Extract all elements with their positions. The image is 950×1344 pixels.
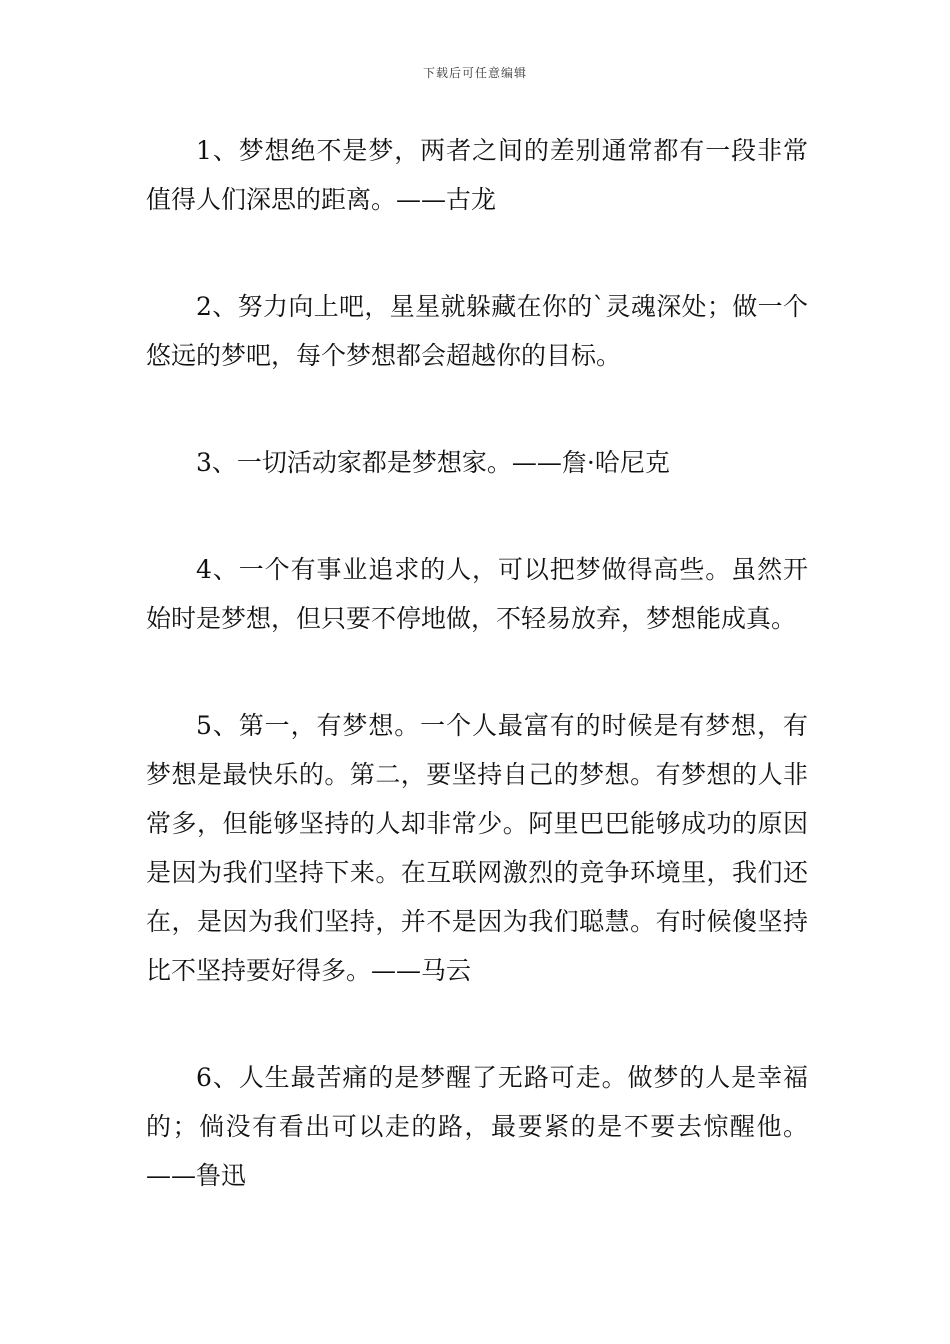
page-header: 下载后可任意编辑 bbox=[422, 66, 527, 80]
quote-paragraph-2: 2、努力向上吧，星星就躲藏在你的`灵魂深处；做一个悠远的梦吧，每个梦想都会超越你的目标。 bbox=[146, 292, 808, 370]
quote-paragraph-6: 6、人生最苦痛的是梦醒了无路可走。做梦的人是幸福的；倘没有看出可以走的路，最要紧的是不要去惊醒他。——鲁迅 bbox=[146, 1063, 808, 1190]
quote-paragraph-4: 4、一个有事业追求的人，可以把梦做得高些。虽然开始时是梦想，但只要不停地做，不轻易放弃，梦想能成真。 bbox=[146, 555, 808, 633]
quote-paragraph-5: 5、第一，有梦想。一个人最富有的时候是有梦想，有梦想是最快乐的。第二，要坚持自己的梦想。有梦想的人非常多，但能够坚持的人却非常少。阿里巴巴能够成功的原因是因为我们坚持下来。在互联网激烈的竞争环境里，我们还在，是因为我们坚持，并不是因为我们聪慧。有时候傻坚持比不坚持要好得多。——马云 bbox=[146, 711, 808, 985]
document-body bbox=[146, 126, 808, 1258]
quote-paragraph-1: 1、梦想绝不是梦，两者之间的差别通常都有一段非常值得人们深思的距离。——古龙 bbox=[146, 136, 808, 214]
quote-paragraph-3: 3、一切活动家都是梦想家。——詹·哈尼克 bbox=[196, 448, 670, 477]
